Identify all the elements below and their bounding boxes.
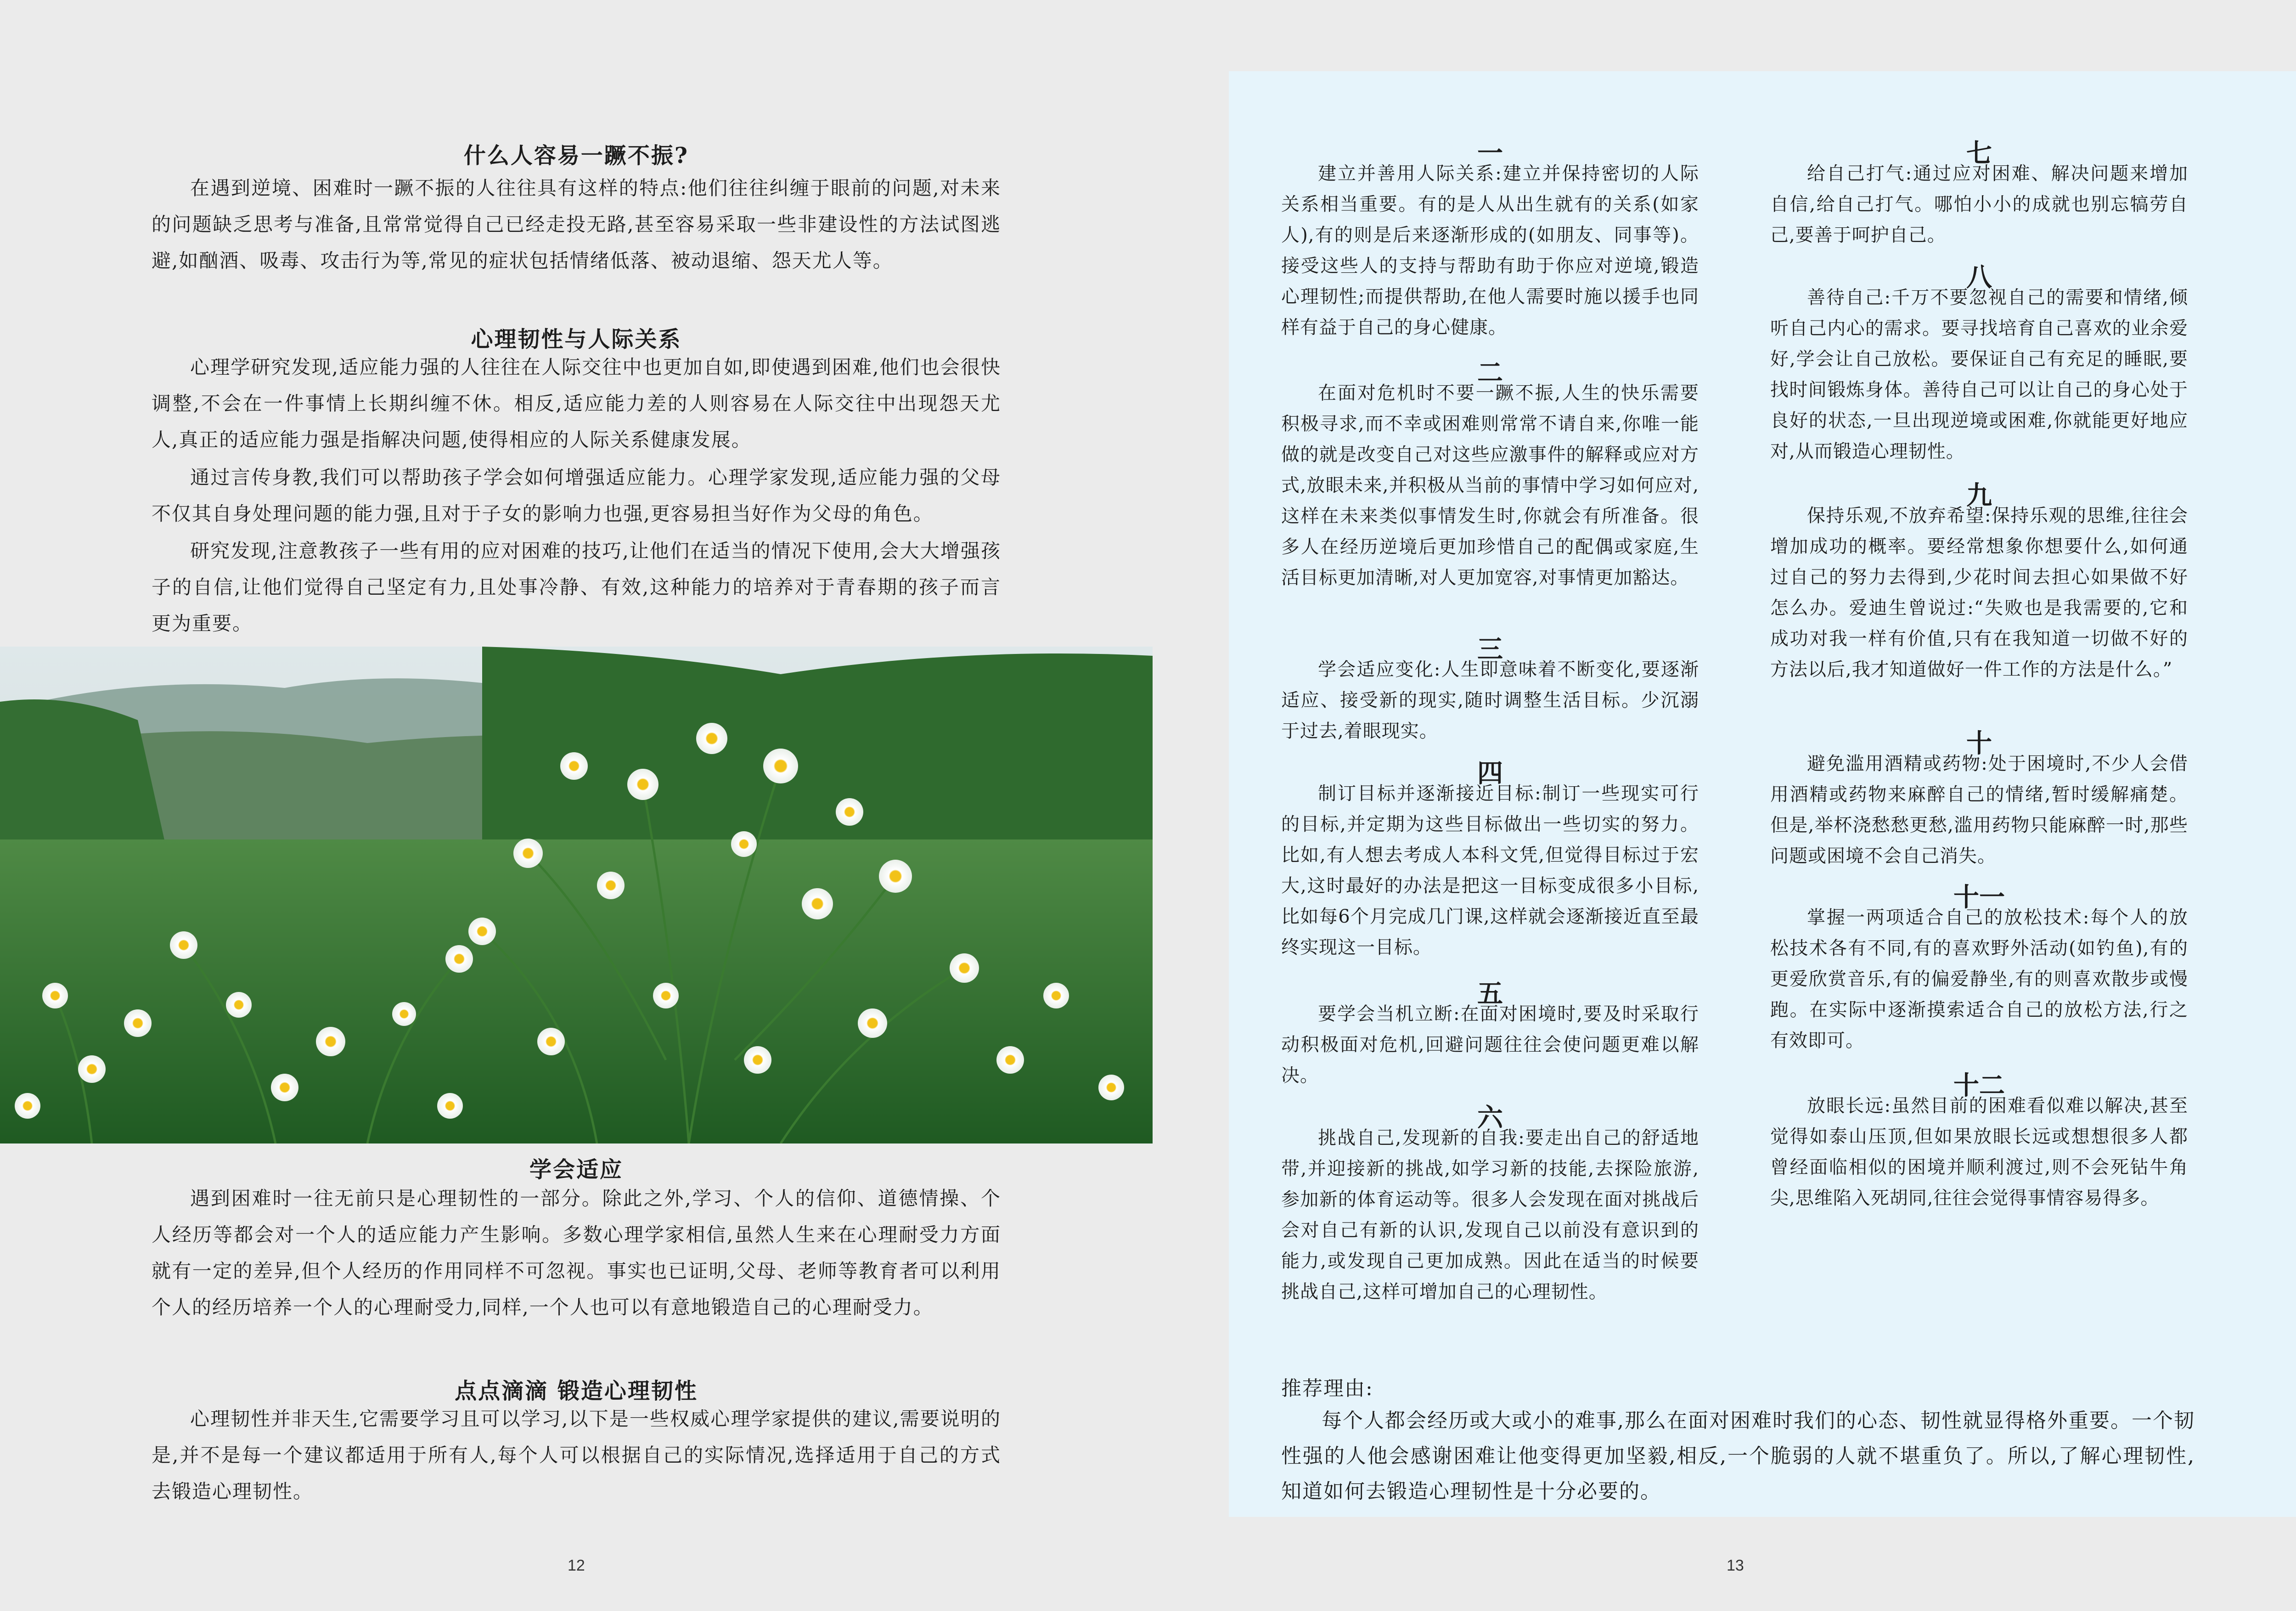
heading-forge-resilience: 点点滴滴 锻造心理韧性 — [455, 1378, 698, 1404]
heading-who-falls: 什么人容易一蹶不振? — [463, 143, 689, 169]
item-text-8: 善待自己:千万不要忽视自己的需要和情绪,倾听自己内心的需求。要寻找培育自己喜欢的业余爱好,学会让自己放松。要保证自己有充足的睡眠,要找时间锻炼身体。善待自己可以让自己的身心处于良好的状态,一旦出现逆境或困难,你就能更好地应对,从而锻造心理韧性。 — [1770, 287, 2188, 462]
item-text-4: 制订目标并逐渐接近目标:制订一些现实可行的目标,并定期为这些目标做出一些切实的努力。比如,有人想去考成人本科文凭,但觉得目标过于宏大,这时最好的办法是把这一目标变成很多小目标,比如每6个月完成几门课,这样就会逐渐接近直至最终实现这一目标。 — [1281, 783, 1699, 958]
item-text-9: 保持乐观,不放弃希望:保持乐观的思维,往往会增加成功的概率。要经常想象你想要什么,如何通过自己的努力去得到,少花时间去担心如果做不好怎么办。爱迪生曾说过:“失败也是我需要的,它和成功对我一样有价值,只有在我知道一切做不好的方法以后,我才知道做好一件工作的方法是什么。” — [1770, 505, 2188, 680]
item-number-11: 十一 — [1953, 882, 2005, 913]
heading-resilience-relationships: 心理韧性与人际关系 — [471, 327, 682, 352]
item-text-3: 学会适应变化:人生即意味着不断变化,要逐渐适应、接受新的现实,随时调整生活目标。少沉溺于过去,着眼现实。 — [1281, 659, 1699, 742]
item-text-7: 给自己打气:通过应对困难、解决问题来增加自信,给自己打气。哪怕小小的成就也别忘犒劳自己,要善于呵护自己。 — [1770, 163, 2188, 246]
item-number-5: 五 — [1477, 979, 1503, 1009]
item-number-7: 七 — [1966, 138, 1992, 169]
item-text-10: 避免滥用酒精或药物:处于困境时,不少人会借用酒精或药物来麻醉自己的情绪,暂时缓解痛楚。但是,举杯浇愁愁更愁,滥用药物只能麻醉一时,那些问题或困境不会自己消失。 — [1770, 753, 2188, 867]
item-text-6: 挑战自己,发现新的自我:要走出自己的舒适地带,并迎接新的挑战,如学习新的技能,去探险旅游,参加新的体育运动等。很多人会发现在面对挑战后会对自己有新的认识,发现自己以前没有意识到的能力,或发现自己更加成熟。因此在适当的时候要挑战自己,这样可增加自己的心理韧性。 — [1281, 1127, 1699, 1302]
item-number-3: 三 — [1477, 634, 1503, 665]
item-number-8: 八 — [1966, 262, 1992, 293]
paragraph-learn-adapt: 遇到困难时一往无前只是心理韧性的一部分。除此之外,学习、个人的信仰、道德情操、个人经历等都会对一个人的适应能力产生影响。多数心理学家相信,虽然人生来在心理耐受力方面就有一定的差异,但个人经历的作用同样不可忽视。事实也已证明,父母、老师等教育者可以利用个人的经历培养一个人的心理耐受力,同样,一个人也可以有意地锻造自己的心理耐受力。 — [152, 1187, 1001, 1318]
item-number-12: 十二 — [1953, 1070, 2005, 1101]
recommendation-text: 每个人都会经历或大或小的难事,那么在面对困难时我们的心态、韧性就显得格外重要。一个韧性强的人他会感谢困难让他变得更加坚毅,相反,一个脆弱的人就不堪重负了。所以,了解心理韧性,知道如何去锻造心理韧性是十分必要的。 — [1281, 1409, 2195, 1503]
item-number-2: 二 — [1477, 358, 1503, 388]
paragraph-parents: 通过言传身教,我们可以帮助孩子学会如何增强适应能力。心理学家发现,适应能力强的父母不仅其自身处理问题的能力强,且对于子女的影响力也强,更容易担当好作为父母的角色。 — [152, 466, 1001, 525]
item-number-10: 十 — [1966, 728, 1992, 759]
item-text-2: 在面对危机时不要一蹶不振,人生的快乐需要积极寻求,而不幸或困难则常常不请自来,你唯一能做的就是改变自己对这些应激事件的解释或应对方式,放眼未来,并积极从当前的事情中学习如何应对,这样在未来类似事情发生时,你就会有所准备。很多人在经历逆境后更加珍惜自己的配偶或家庭,生活目标更加清晰,对人更加宽容,对事情更加豁达。 — [1281, 383, 1699, 588]
item-number-9: 九 — [1966, 480, 1992, 511]
paragraph-relationships: 心理学研究发现,适应能力强的人往往在人际交往中也更加自如,即使遇到困难,他们也会很快调整,不会在一件事情上长期纠缠不休。相反,适应能力差的人则容易在人际交往中出现怨天尤人,真正的适应能力强是指解决问题,使得相应的人际关系健康发展。 — [152, 356, 1001, 451]
item-text-1: 建立并善用人际关系:建立并保持密切的人际关系相当重要。有的是人从出生就有的关系(如家人),有的则是后来逐渐形成的(如朋友、同事等)。接受这些人的支持与帮助有助于你应对逆境,锻造心理韧性;而提供帮助,在他人需要时施以援手也同样有益于自己的身心健康。 — [1281, 163, 1699, 338]
paragraph-forge-intro: 心理韧性并非天生,它需要学习且可以学习,以下是一些权威心理学家提供的建议,需要说明的是,并不是每一个建议都适用于所有人,每个人可以根据自己的实际情况,选择适用于自己的方式去锻造心理韧性。 — [152, 1408, 1001, 1503]
item-text-12: 放眼长远:虽然目前的困难看似难以解决,甚至觉得如泰山压顶,但如果放眼长远或想想很多人都曾经面临相似的困境并顺利渡过,则不会死钻牛角尖,思维陷入死胡同,往往会觉得事情容易得多。 — [1770, 1095, 2188, 1209]
item-number-1: 一 — [1477, 138, 1503, 169]
item-text-5: 要学会当机立断:在面对困境时,要及时采取行动积极面对危机,回避问题往往会使问题更难以解决。 — [1281, 1003, 1699, 1086]
item-number-4: 四 — [1477, 758, 1503, 789]
recommendation-label: 推荐理由: — [1281, 1377, 1373, 1400]
daisy-field-photo — [0, 647, 1153, 1143]
paragraph-who-falls: 在遇到逆境、困难时一蹶不振的人往往具有这样的特点:他们往往纠缠于眼前的问题,对未来的问题缺乏思考与准备,且常常觉得自己已经走投无路,甚至容易采取一些非建设性的方法试图逃避,如酗酒、吸毒、攻击行为等,常见的症状包括情绪低落、被动退缩、怨天尤人等。 — [152, 177, 1001, 272]
page-number-left: 12 — [568, 1557, 585, 1574]
item-text-11: 掌握一两项适合自己的放松技术:每个人的放松技术各有不同,有的喜欢野外活动(如钓鱼),有的更爱欣赏音乐,有的偏爱静坐,有的则喜欢散步或慢跑。在实际中逐渐摸索适合自己的放松方法,行之有效即可。 — [1770, 907, 2188, 1051]
page-number-right: 13 — [1727, 1557, 1744, 1574]
paragraph-skills: 研究发现,注意教孩子一些有用的应对困难的技巧,让他们在适当的情况下使用,会大大增强孩子的自信,让他们觉得自己坚定有力,且处事冷静、有效,这种能力的培养对于青春期的孩子而言更为重要。 — [152, 540, 1001, 635]
item-number-6: 六 — [1477, 1103, 1503, 1133]
heading-learn-adapt: 学会适应 — [529, 1157, 623, 1183]
